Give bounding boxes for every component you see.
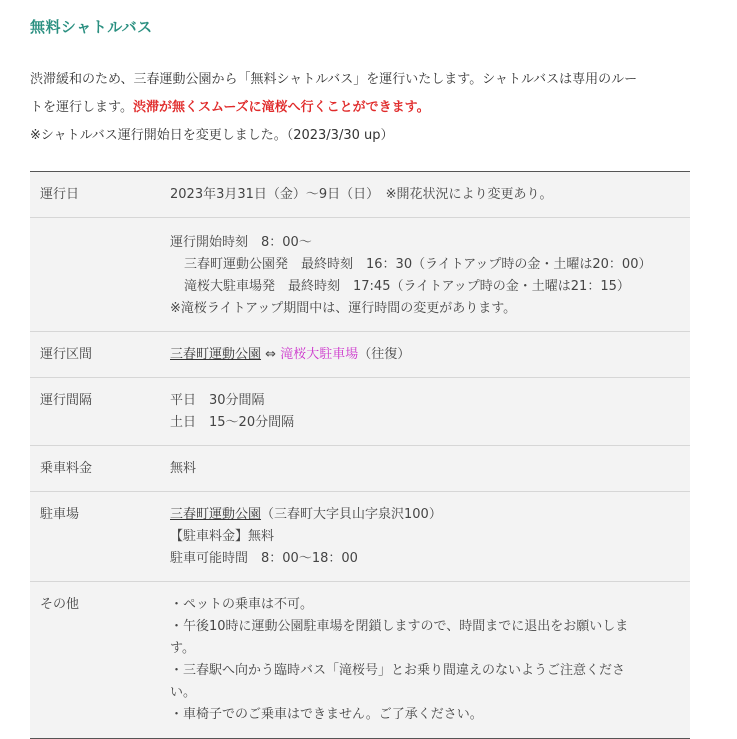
row-label: 運行間隔 [30, 378, 170, 446]
table-row-date [30, 172, 690, 218]
time-note: ※滝桜ライトアップ期間中は、運行時間の変更があります。 [170, 301, 517, 316]
row-value: 無料 [170, 446, 690, 492]
row-value [170, 332, 690, 378]
row-label: 駐車場 [30, 492, 170, 582]
time-start: 運行開始時刻 8：00～ [170, 235, 312, 250]
intro-line-1: 渋滞緩和のため、三春運動公園から「無料シャトルバス」を運行いたします。シャトルバスは専用のルー [30, 72, 638, 87]
intro-line-2 [30, 94, 710, 122]
parking-address: （三春町大字貝山字泉沢100） [261, 507, 442, 522]
page-title: 無料シャトルバス [30, 18, 153, 36]
intro-line-3: ※シャトルバス運行開始日を変更しました。（2023/3/30 up） [30, 128, 394, 143]
row-value: 2023年3月31日（金）～9日（日） ※開花状況により変更あり。 [170, 172, 690, 218]
link-parking-miharu-park[interactable]: 三春町運動公園 [170, 507, 262, 522]
link-miharu-park[interactable]: 三春町運動公園 [170, 347, 262, 362]
route-suffix: （往復） [358, 347, 411, 362]
table-row-interval [30, 378, 690, 446]
row-label: 運行区間 [30, 332, 170, 378]
table-row-other [30, 582, 690, 739]
intro-text [30, 66, 710, 150]
info-table [30, 171, 690, 739]
time-line-2: 三春町運動公園発 最終時刻 16：30（ライトアップ時の金・土曜は20：00） [184, 257, 652, 272]
table-row-parking [30, 492, 690, 582]
row-label: 乗車料金 [30, 446, 170, 492]
time-line-3: 滝桜大駐車場発 最終時刻 17:45（ライトアップ時の金・土曜は21：15） [184, 279, 630, 294]
intro-line-2-text: トを運行します。 [30, 100, 133, 115]
row-label: その他 [30, 582, 170, 739]
row-value [170, 218, 690, 332]
row-value: 三春町運動公園（三春町大字貝山字泉沢100） 【駐車料金】無料 駐車可能時間 8：00～18：00 [170, 492, 690, 582]
intro-highlight: 渋滞が無くスムーズに滝桜へ行くことができます。 [132, 100, 430, 115]
row-value: ・ペットの乗車は不可。 ・午後10時に運動公園駐車場を閉鎖しますので、時間までに退出をお願いしま す。 ・三春駅へ向かう臨時バス「滝桜号」とお乗り間違えのないようご注意くださ い。 ・車椅子でのご乗車はできません。ご了承ください。 [170, 582, 690, 739]
table-row-route [30, 332, 690, 378]
table-row-fare [30, 446, 690, 492]
row-label [30, 218, 170, 332]
link-takizakura-parking[interactable]: 滝桜大駐車場 [280, 347, 359, 362]
row-label: 運行日 [30, 172, 170, 218]
table-row-times [30, 218, 690, 332]
route-arrow: ⇔ [261, 347, 281, 362]
row-value: 平日 30分間隔 土日 15～20分間隔 [170, 378, 690, 446]
